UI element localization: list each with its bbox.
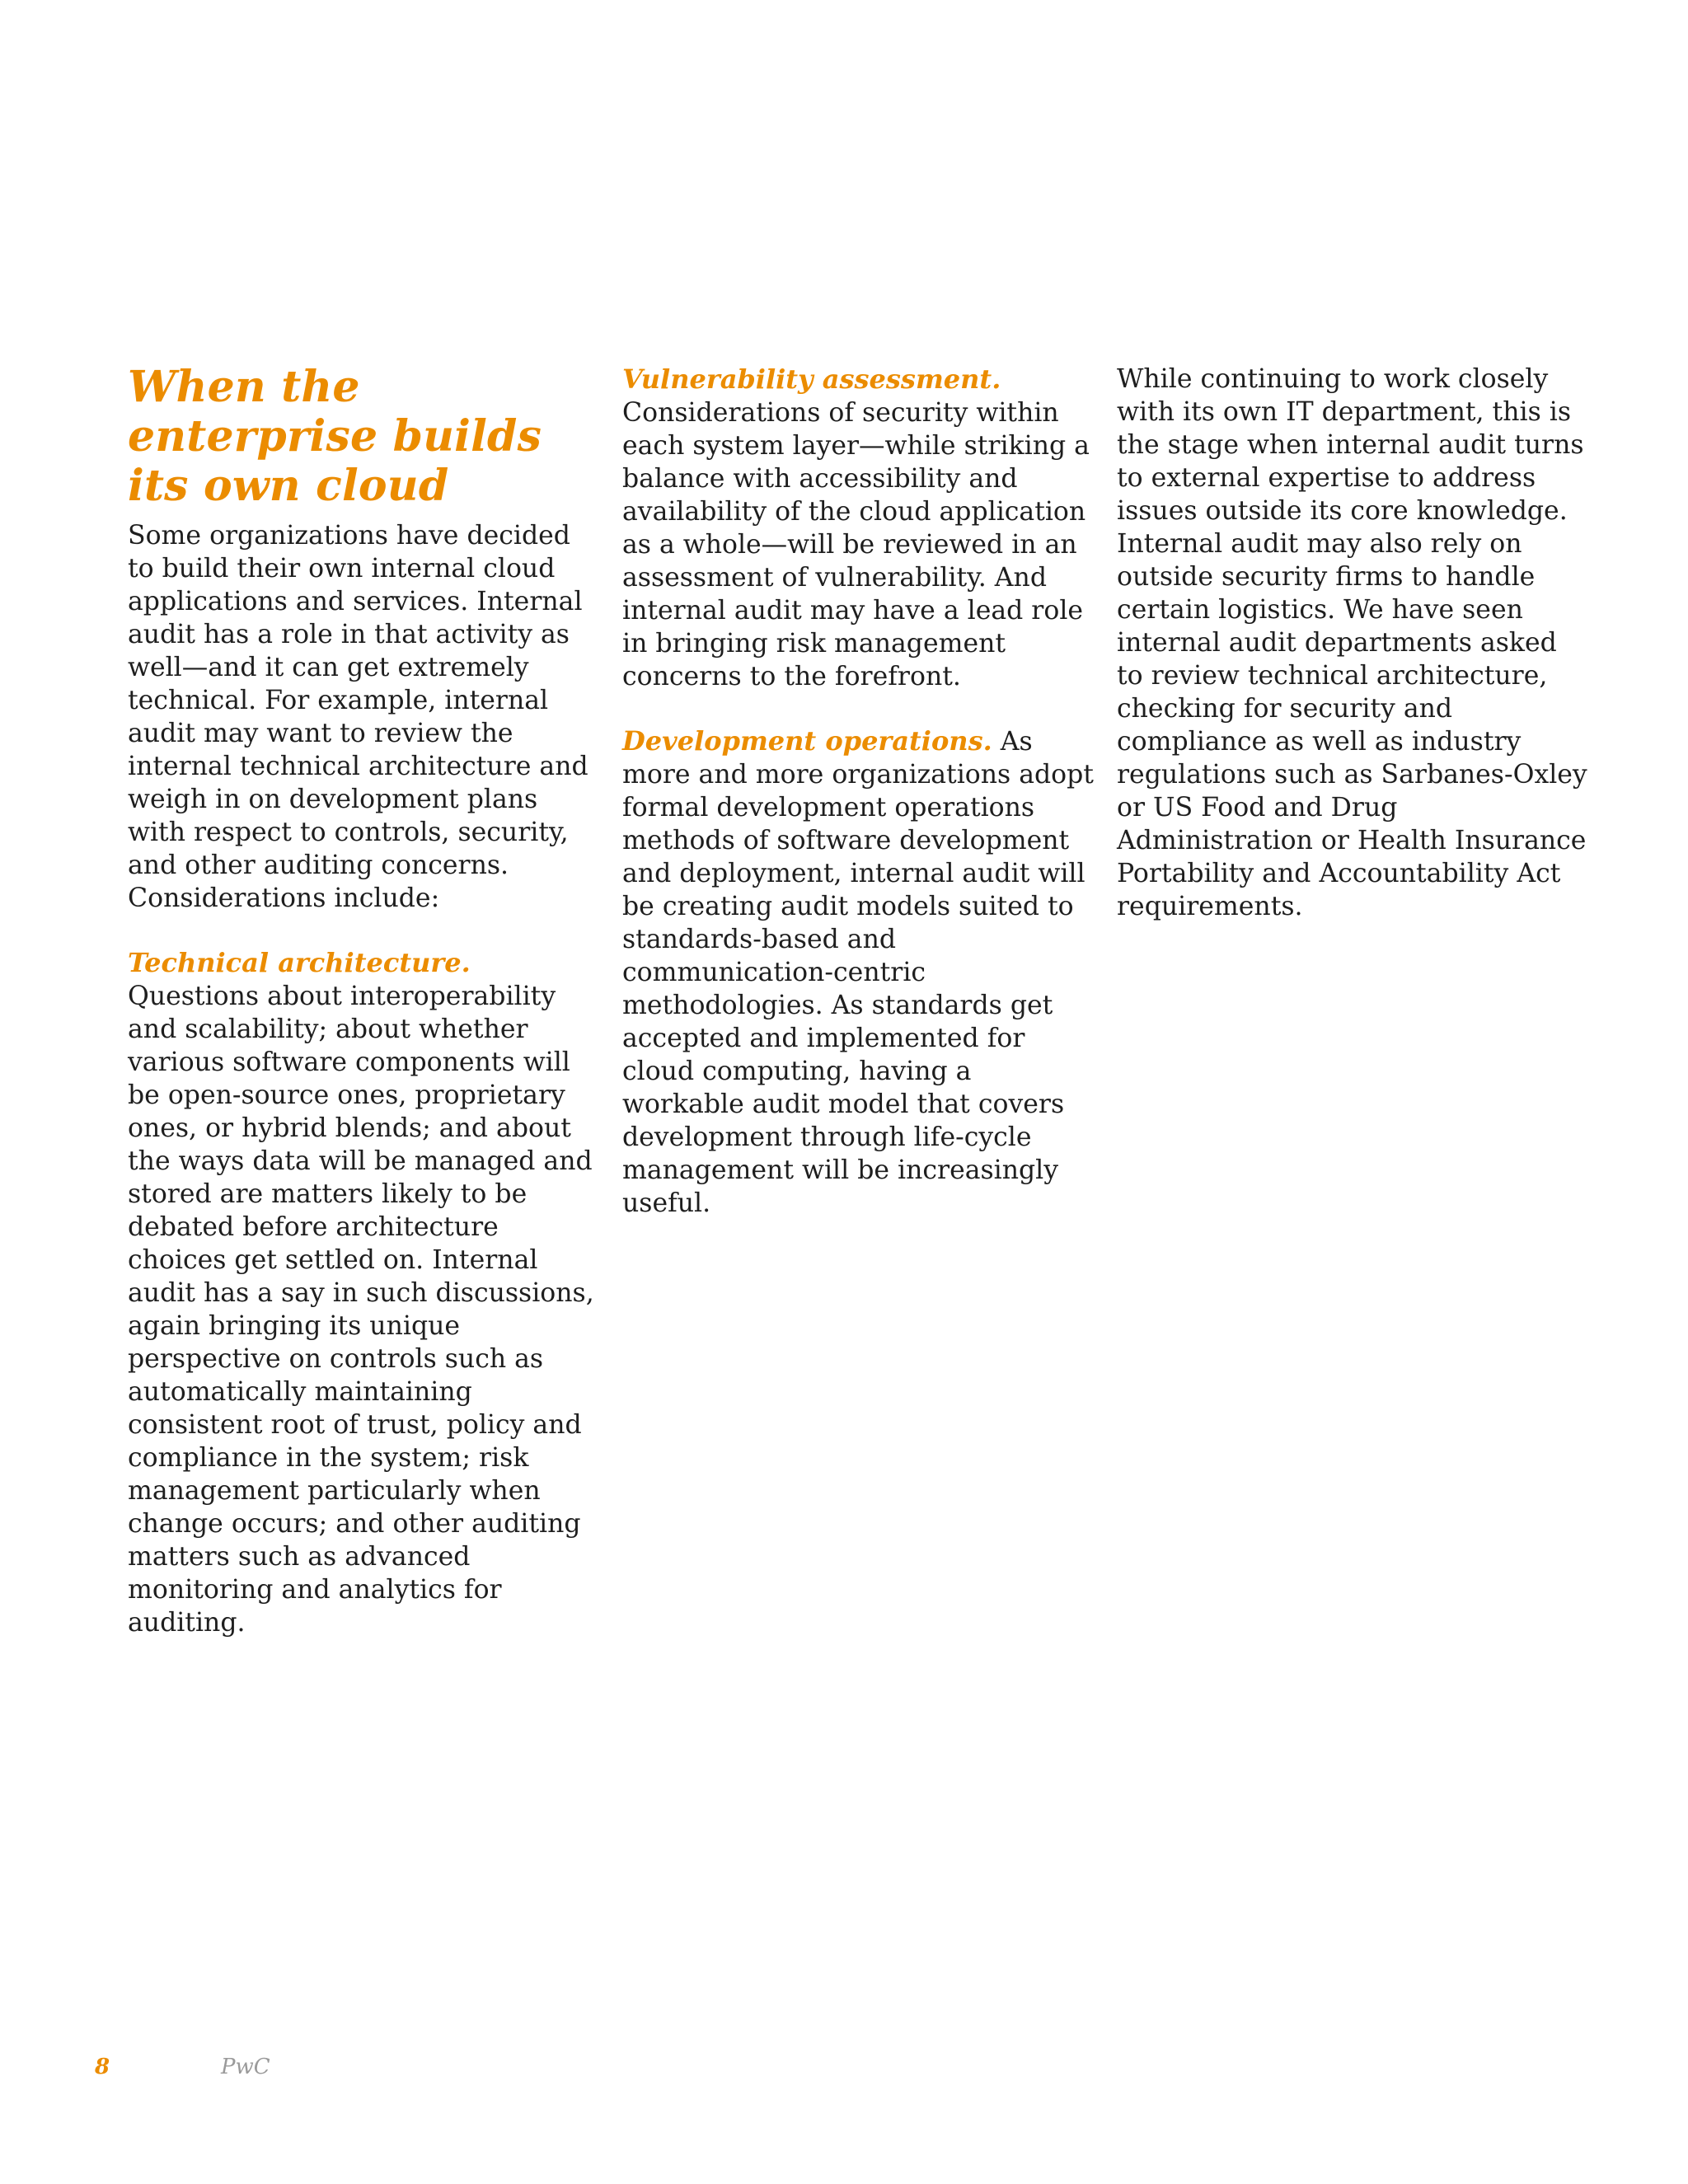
section-text: Questions about interoperability and scalability; about whether various software components will be open-source ones, proprietary ones, or hybrid blends; and about the ways data will be managed and stored are matters likely to be debated before architecture choices get settled on. Internal audit has a say in such discussions, again bringing its unique perspective on controls such as automatically maintaining consistent root of trust, policy and compliance in the system; risk management particularly when change occurs; and other auditing matters such as advanced monitoring and analytics for auditing. bbox=[128, 982, 594, 1638]
section-lead: Vulnerability assessment. bbox=[622, 363, 1001, 395]
section-technical-architecture bbox=[128, 946, 598, 1639]
column-left bbox=[128, 363, 598, 1671]
page-number: 8 bbox=[95, 2055, 110, 2079]
column-right bbox=[1117, 363, 1591, 954]
section-lead: Development operations. bbox=[622, 725, 992, 757]
section-development-operations bbox=[622, 724, 1096, 1220]
section-vulnerability-assessment bbox=[622, 363, 1096, 693]
section-lead: Technical architecture. bbox=[128, 947, 471, 978]
section-text: As more and more organizations adopt formal development operations methods of software development and deployment, internal audit will be creating audit models suited to standards-based and communication-centric methodologies. As standards get accepted and implemented for cloud computing, having a workable audit model that covers development through life-cycle management will be increasingly useful. bbox=[622, 727, 1094, 1218]
column-middle bbox=[622, 363, 1096, 1251]
section-text: Considerations of security within each system layer—while striking a balance with accessibility and availability of the cloud application as a whole—will be reviewed in an assessment of vulnerability. And internal audit may have a lead role in bringing risk management concerns to the forefront. bbox=[622, 398, 1090, 691]
article-title: When the enterprise builds its own cloud bbox=[128, 362, 542, 511]
closing-paragraph: While continuing to work closely with its own IT department, this is the stage when internal audit turns to external expertise to address issues outside its core knowledge. Internal audit may also rely on outside security firms to handle certain logistics. We have seen internal audit departments asked to review technical architecture, checking for security and compliance as well as industry regulations such as Sarbanes-Oxley or US Food and Drug Administration or Health Insurance Portability and Accountability Act requirements. bbox=[1117, 364, 1587, 921]
footer-brand: PwC bbox=[221, 2055, 270, 2079]
intro-paragraph: Some organizations have decided to build their own internal cloud applications and services. Internal audit has a role in that activity as well—and it can get extremely technical. For example, internal audit may want to review the internal technical architecture and weigh in on development plans with respect to controls, security, and other auditing concerns. Considerations include: bbox=[128, 521, 588, 913]
